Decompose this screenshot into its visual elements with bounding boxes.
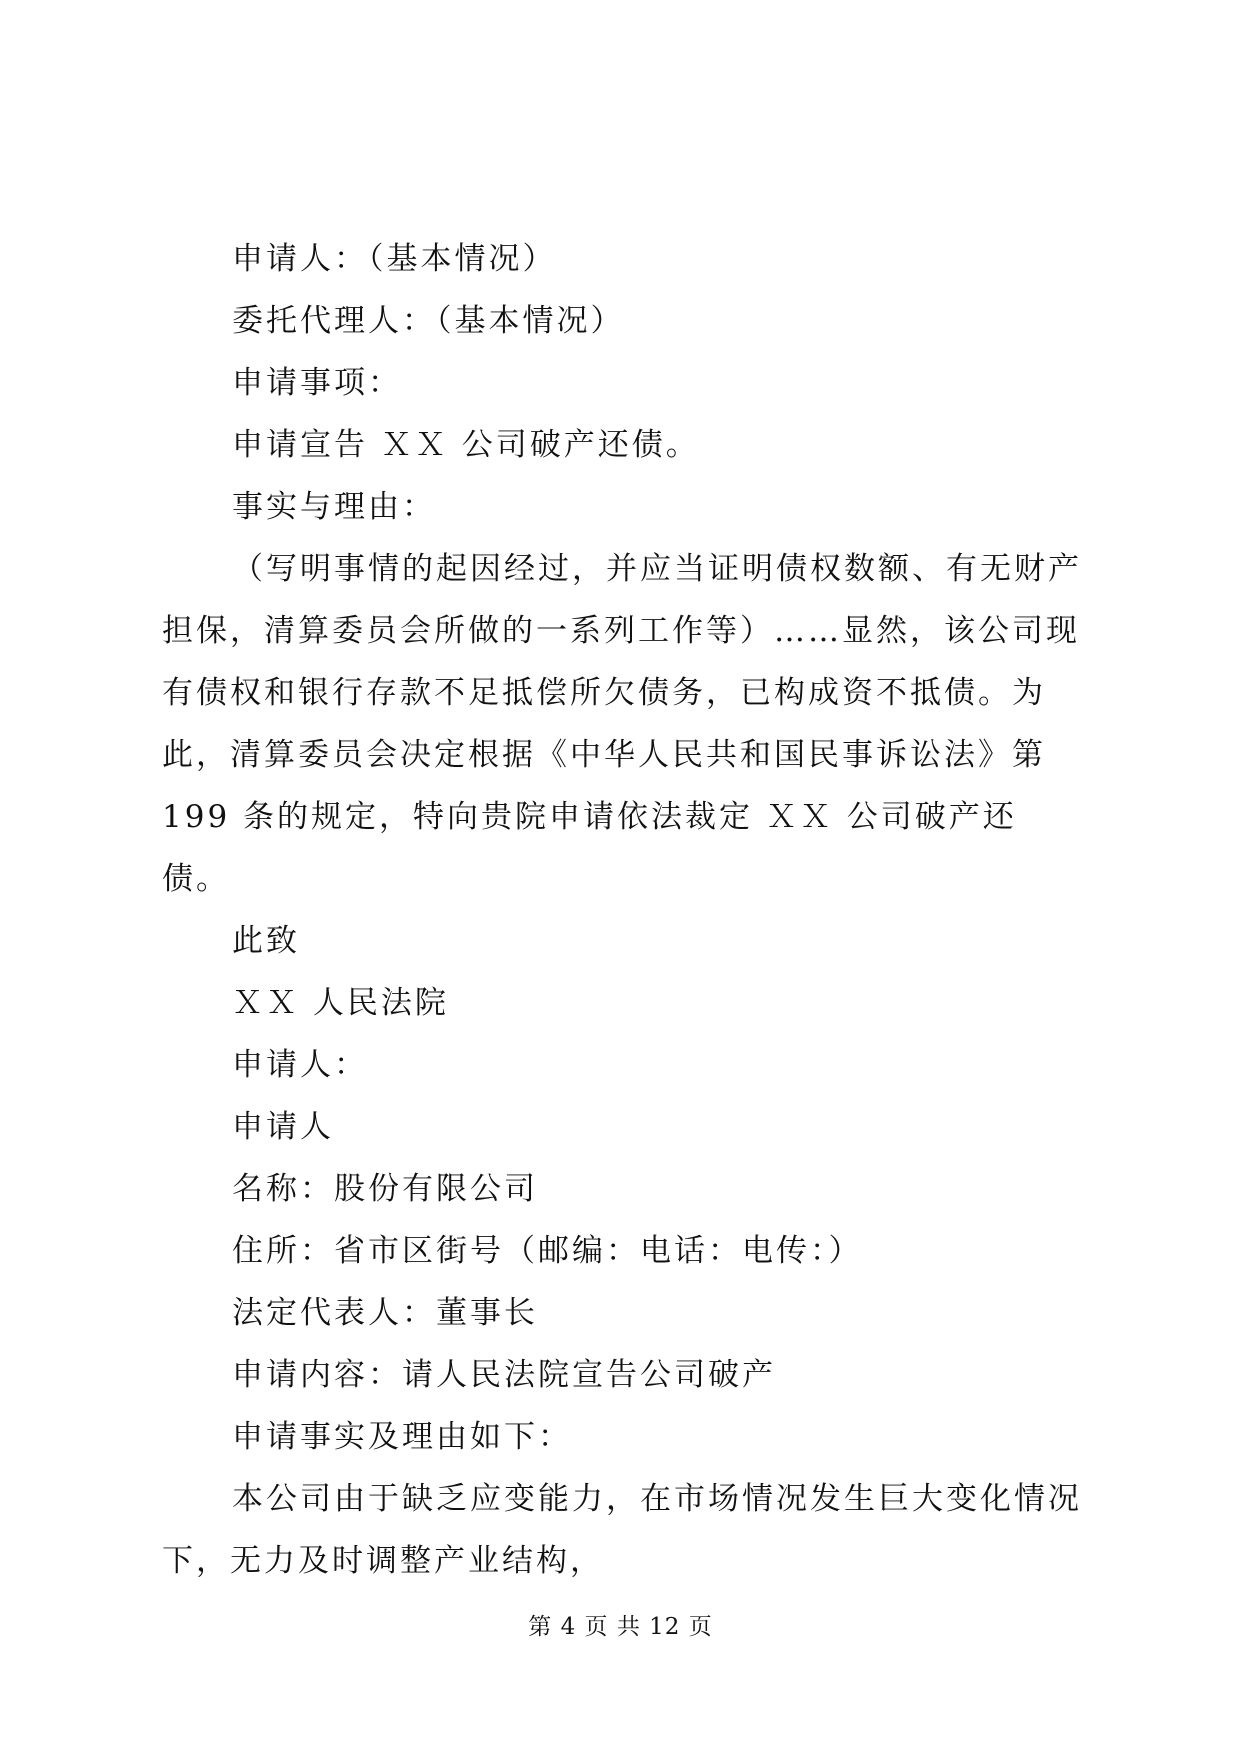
paragraph-request: 申请宣告 ＸＸ 公司破产还债。 — [232, 427, 700, 463]
paragraph-facts: （写明事情的起因经过，并应当证明债权数额、有无财产担保，清算委员会所做的一系列工作等）……显然，该公司现有债权和银行存款不足抵偿所欠债务，已构成资不抵债。为此，清算委员会决定根据《中华人民共和国民事诉讼法》第 199 条的规定，特向贵院申请依法裁定 ＸＸ 公司破产还债。 — [162, 551, 1082, 897]
paragraph-applicant-label: 申请人 — [232, 1109, 334, 1145]
document-body — [162, 228, 1082, 1592]
paragraph-reasons: 本公司由于缺乏应变能力，在市场情况发生巨大变化情况下，无力及时调整产业结构， — [162, 1481, 1082, 1579]
paragraph-content: 申请内容：请人民法院宣告公司破产 — [232, 1357, 776, 1393]
paragraph-name: 名称：股份有限公司 — [232, 1171, 538, 1207]
paragraph-legal-rep: 法定代表人：董事长 — [232, 1295, 538, 1331]
paragraph-applicant: 申请人：（基本情况） — [232, 241, 557, 277]
page-footer: 第 4 页 共 12 页 — [528, 1614, 713, 1640]
paragraph-court: ＸＸ 人民法院 — [232, 985, 449, 1021]
paragraph-salutation: 此致 — [232, 923, 300, 959]
paragraph-request-heading: 申请事项： — [232, 365, 402, 401]
paragraph-agent: 委托代理人：（基本情况） — [232, 303, 625, 339]
paragraph-applicant-sign: 申请人： — [232, 1047, 368, 1083]
paragraph-reasons-heading: 申请事实及理由如下： — [232, 1419, 572, 1455]
paragraph-address: 住所：省市区街号（邮编：电话：电传：） — [232, 1233, 863, 1269]
paragraph-facts-heading: 事实与理由： — [232, 489, 436, 525]
